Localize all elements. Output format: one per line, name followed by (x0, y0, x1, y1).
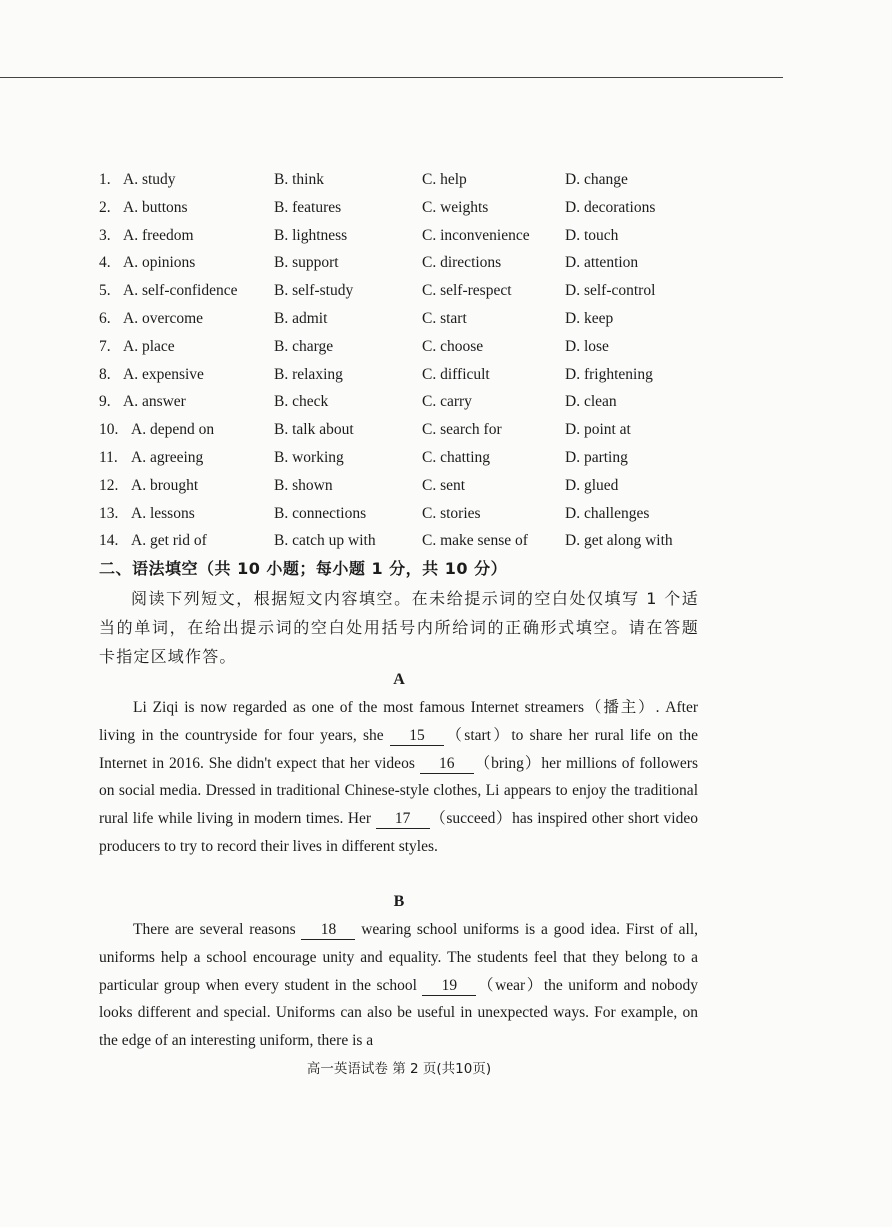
option-d: D. clean (565, 393, 617, 411)
option-b: B. relaxing (274, 365, 343, 383)
option-b: B. connections (274, 504, 367, 522)
option-a: A. overcome (123, 309, 204, 327)
option-a: A. get rid of (131, 532, 207, 550)
option-a: A. brought (131, 476, 199, 494)
option-b: B. admit (274, 309, 328, 327)
page-footer: 高一英语试卷 第 2 页(共10页) (306, 1061, 492, 1077)
question-number: 14. (99, 532, 119, 550)
option-d: D. glued (565, 476, 619, 494)
option-d: D. lose (565, 337, 609, 355)
blank-17: 17 (376, 810, 430, 829)
option-c: C. stories (422, 504, 481, 522)
option-c: C. chatting (422, 448, 491, 466)
option-b: B. shown (274, 476, 333, 494)
option-b: B. talk about (274, 421, 354, 439)
option-a: A. buttons (123, 198, 188, 216)
option-b: B. catch up with (274, 532, 376, 550)
section-instructions: 阅读下列短文，根据短文内容填空。在未给提示词的空白处仅填写 1 个适当的单词，在给出提示词的空白处用括号内所给词的正确形式填空。请在答题卡指定区域作答。 (99, 589, 699, 666)
question-number: 1. (99, 171, 111, 188)
passage-text: wearing school uniforms is a good idea. First of all, uniforms help a school encourage unity and equality. The students feel that they belong to a particular group when every student in the school (99, 921, 698, 994)
question-number: 6. (99, 309, 111, 327)
option-c: C. carry (422, 393, 472, 411)
option-c: C. help (422, 171, 467, 188)
option-b: B. features (274, 198, 342, 216)
option-b: B. check (274, 393, 329, 411)
question-number: 10. (99, 421, 119, 439)
option-c: C. make sense of (422, 532, 528, 550)
option-b: B. self-study (274, 282, 354, 300)
option-a: A. opinions (123, 254, 196, 272)
option-d: D. parting (565, 448, 628, 466)
option-d: D. point at (565, 421, 631, 439)
option-a: A. depend on (131, 421, 215, 439)
question-number: 8. (99, 365, 111, 383)
question-number: 2. (99, 198, 111, 216)
question-number: 11. (99, 448, 118, 466)
option-c: C. sent (422, 476, 466, 494)
passage-text: （start）to share her rural life on the Internet in 2016. She didn't expect that her videos (99, 726, 698, 772)
option-b: B. support (274, 254, 339, 272)
option-c: C. directions (422, 254, 502, 272)
passage-a-text (99, 694, 698, 861)
option-c: C. difficult (422, 365, 490, 383)
option-d: D. challenges (565, 504, 650, 522)
option-c: C. inconvenience (422, 226, 530, 244)
section-heading: 二、语法填空（共 10 小题；每小题 1 分，共 10 分） (99, 559, 508, 578)
question-number: 4. (99, 254, 111, 272)
passage-a-title: A (393, 671, 405, 688)
option-a: A. study (123, 171, 176, 188)
option-a: A. expensive (123, 365, 204, 383)
passage-text: （bring）her millions of followers on social media. Dressed in traditional Chinese-style clothes, Li appears to enjoy the traditional rural life while living in modern times. Her (99, 754, 699, 828)
blank-15: 15 (390, 727, 444, 746)
question-number: 12. (99, 476, 119, 494)
option-c: C. start (422, 309, 467, 327)
option-d: D. self-control (565, 282, 656, 300)
question-number: 13. (99, 504, 119, 522)
option-a: A. lessons (131, 504, 195, 522)
option-a: A. answer (123, 393, 186, 411)
top-rule (0, 77, 783, 78)
option-d: D. frightening (565, 365, 653, 383)
question-number: 9. (99, 393, 111, 411)
question-number: 3. (99, 226, 111, 244)
option-d: D. decorations (565, 198, 656, 216)
option-d: D. change (565, 171, 628, 188)
option-c: C. choose (422, 337, 484, 355)
option-a: A. freedom (123, 226, 194, 244)
question-number: 5. (99, 282, 111, 300)
option-a: A. place (123, 337, 175, 355)
passage-text: （succeed）has inspired other short video producers to try to record their lives in different styles. (99, 810, 698, 855)
option-c: C. self-respect (422, 282, 512, 300)
blank-18: 18 (301, 921, 355, 940)
option-a: A. agreeing (131, 448, 204, 466)
question-number: 7. (99, 337, 111, 355)
blank-16: 16 (420, 755, 474, 774)
passage-b-title: B (393, 893, 405, 910)
passage-text: There are several reasons (133, 921, 302, 938)
blank-19: 19 (422, 977, 476, 996)
option-b: B. think (274, 171, 324, 188)
passage-text: （wear）the uniform and nobody looks different and special. Uniforms can also be useful in unexpected ways. For example, on the edge of an interesting uniform, there is a (99, 976, 698, 1050)
option-d: D. attention (565, 254, 639, 272)
option-d: D. keep (565, 309, 614, 327)
option-b: B. working (274, 448, 344, 466)
option-c: C. search for (422, 421, 502, 439)
option-c: C. weights (422, 198, 489, 216)
option-d: D. touch (565, 226, 619, 244)
passage-text: Li Ziqi is now regarded as one of the most famous Internet streamers（播主）. After living in the countryside for four years, she (99, 699, 698, 744)
option-b: B. charge (274, 337, 334, 355)
option-a: A. self-confidence (123, 282, 238, 300)
option-b: B. lightness (274, 226, 348, 244)
passage-b-text (99, 916, 698, 1055)
option-d: D. get along with (565, 532, 673, 550)
